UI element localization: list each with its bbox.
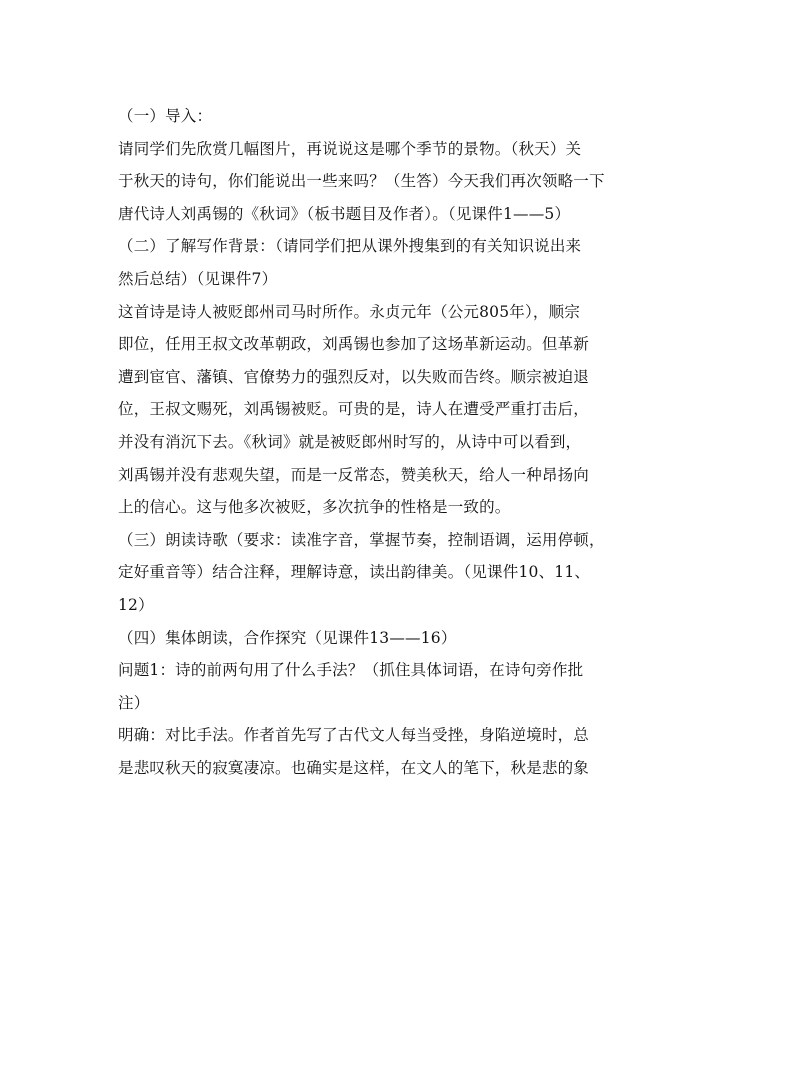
document-body bbox=[118, 102, 680, 786]
question-line: 问题1：诗的前两句用了什么手法？（抓住具体词语，在诗句旁作批 bbox=[118, 661, 584, 680]
section-heading-intro: （一）导入： bbox=[118, 107, 213, 125]
section-heading-background: （二）了解写作背景：（请同学们把从课外搜集到的有关知识说出来 bbox=[118, 237, 582, 256]
paragraph-line: 并没有消沉下去。《秋词》就是被贬郎州时写的，从诗中可以看到， bbox=[118, 432, 582, 451]
answer-line: 是悲叹秋天的寂寞凄凉。也确实是这样，在文人的笔下，秋是悲的象 bbox=[118, 758, 590, 777]
section-heading-reading: （三）朗读诗歌（要求：读准字音，掌握节奏，控制语调，运用停顿， bbox=[118, 530, 605, 549]
paragraph-line: 遭到宦官、藩镇、官僚势力的强烈反对，以失败而告终。顺宗被迫退 bbox=[118, 367, 590, 386]
paragraph-line: 请同学们先欣赏几幅图片，再说说这是哪个季节的景物。（秋天）关 bbox=[118, 139, 582, 158]
paragraph-line: 这首诗是诗人被贬郎州司马时所作。永贞元年（公元805年），顺宗 bbox=[118, 302, 581, 321]
paragraph-line: 唐代诗人刘禹锡的《秋词》（板书题目及作者）。（见课件1——5） bbox=[118, 204, 571, 223]
paragraph-line: 即位，任用王叔文改革朝政，刘禹锡也参加了这场革新运动。但革新 bbox=[118, 335, 590, 354]
paragraph-line: 上的信心。这与他多次被贬，多次抗争的性格是一致的。 bbox=[118, 498, 511, 517]
section-heading-group-reading: （四）集体朗读，合作探究（见课件13——16） bbox=[118, 628, 457, 647]
paragraph-line: 然后总结）（见课件7） bbox=[118, 269, 278, 288]
paragraph-line: 定好重音等）结合注释，理解诗意，读出韵律美。（见课件10、11、 bbox=[118, 563, 591, 582]
question-line: 注） bbox=[118, 693, 150, 712]
paragraph-line: 12） bbox=[118, 595, 154, 614]
paragraph-line: 于秋天的诗句，你们能说出一些来吗？（生答）今天我们再次领略一下 bbox=[118, 172, 605, 191]
paragraph-line: 刘禹锡并没有悲观失望，而是一反常态，赞美秋天，给人一种昂扬向 bbox=[118, 465, 590, 484]
paragraph-line: 位，王叔文赐死，刘禹锡被贬。可贵的是，诗人在遭受严重打击后， bbox=[118, 400, 590, 419]
answer-line: 明确：对比手法。作者首先写了古代文人每当受挫，身陷逆境时，总 bbox=[118, 726, 590, 745]
